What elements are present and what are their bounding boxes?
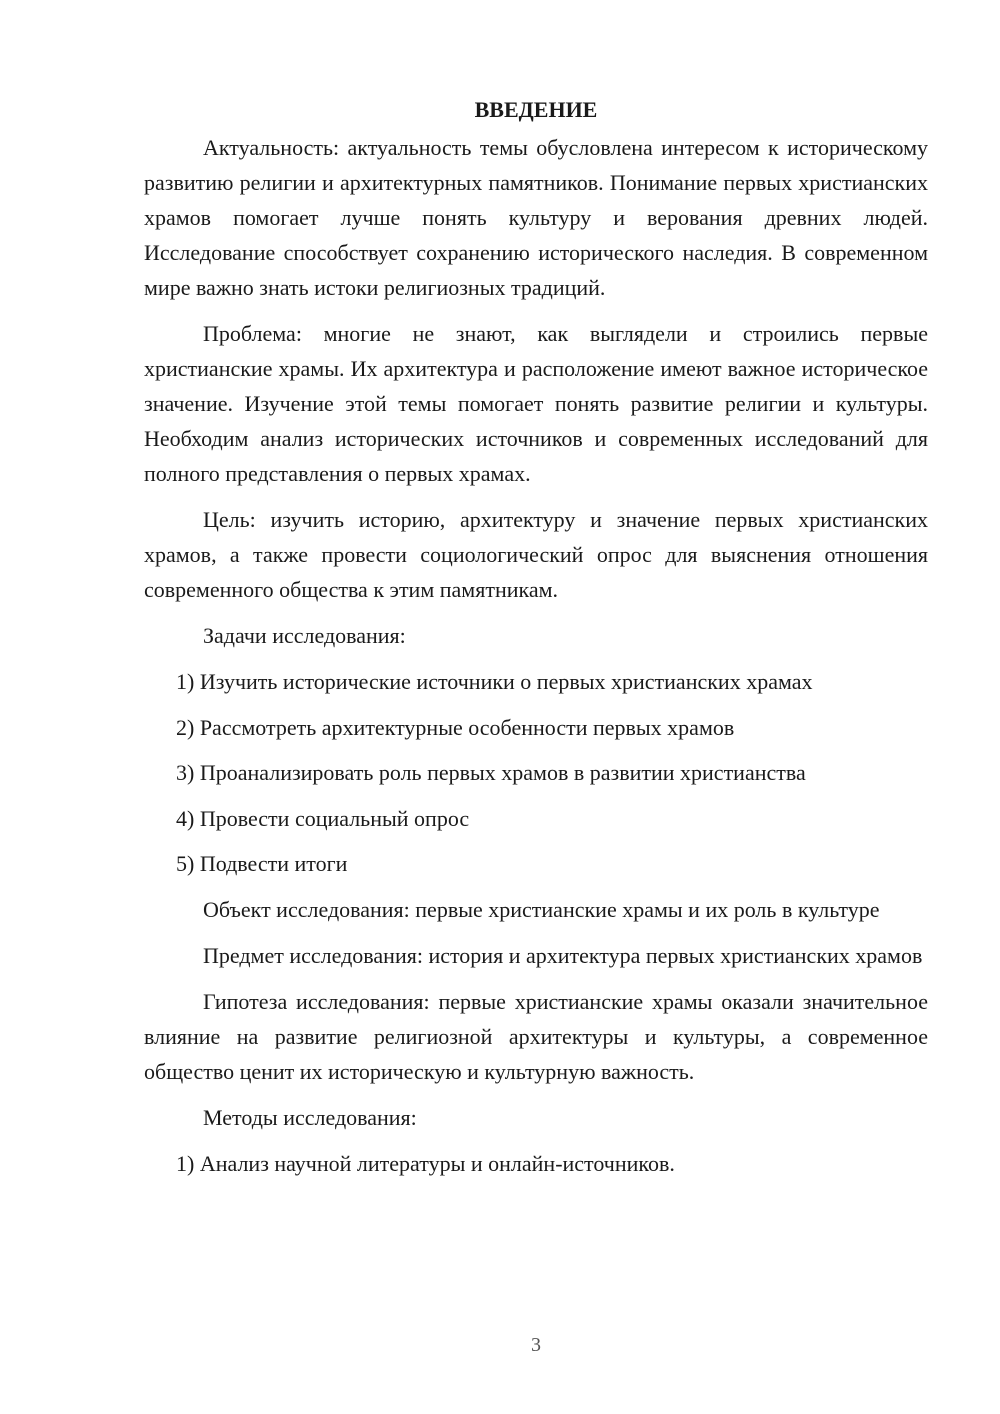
- subject-paragraph: Предмет исследования: история и архитектура первых христианских храмов: [203, 942, 923, 968]
- list-item: 4) Провести социальный опрос: [176, 805, 470, 831]
- list-item: 3) Проанализировать роль первых храмов в развитии христианства: [176, 760, 806, 786]
- list-item: 2) Рассмотреть архитектурные особенности первых храмов: [176, 714, 735, 740]
- problem-paragraph: Проблема: многие не знают, как выглядели и строились первые христианские храмы. Их архитектура и расположение имеют важное историческое значение. Изучение этой темы помогает понять развитие религии и культуры. Необходим анализ исторических источников и современных исследований для полного представления о первых храмах.: [144, 321, 928, 486]
- page-title: ВВЕДЕНИЕ: [474, 97, 598, 122]
- list-item: 1) Изучить исторические источники о первых христианских храмах: [176, 669, 813, 694]
- tasks-heading: Задачи исследования:: [203, 623, 406, 648]
- page-number: 3: [531, 1334, 541, 1356]
- document-page: [144, 92, 928, 1192]
- methods-heading: Методы исследования:: [203, 1104, 417, 1130]
- list-item: 1) Анализ научной литературы и онлайн-источников.: [176, 1150, 675, 1176]
- relevance-paragraph: Актуальность: актуальность темы обусловлена интересом к историческому развитию религии и архитектурных памятников. Понимание первых христианских храмов помогает лучше понять культуру и верования древних людей. Исследование способствует сохранению исторического наследия. В современном мире важно знать истоки религиозных традиций.: [144, 135, 928, 300]
- list-item: 5) Подвести итоги: [176, 851, 348, 877]
- methods-list: [144, 1146, 928, 1181]
- hypothesis-paragraph: Гипотеза исследования: первые христианские храмы оказали значительное влияние на развитие религиозной архитектуры и культуры, а современное общество ценит их историческую и культурную важность.: [144, 988, 928, 1084]
- object-paragraph: Объект исследования: первые христианские храмы и их роль в культуре: [203, 896, 880, 922]
- tasks-list: [144, 664, 928, 881]
- goal-paragraph: Цель: изучить историю, архитектуру и значение первых христианских храмов, а также провести социологический опрос для выяснения отношения современного общества к этим памятникам.: [144, 507, 928, 602]
